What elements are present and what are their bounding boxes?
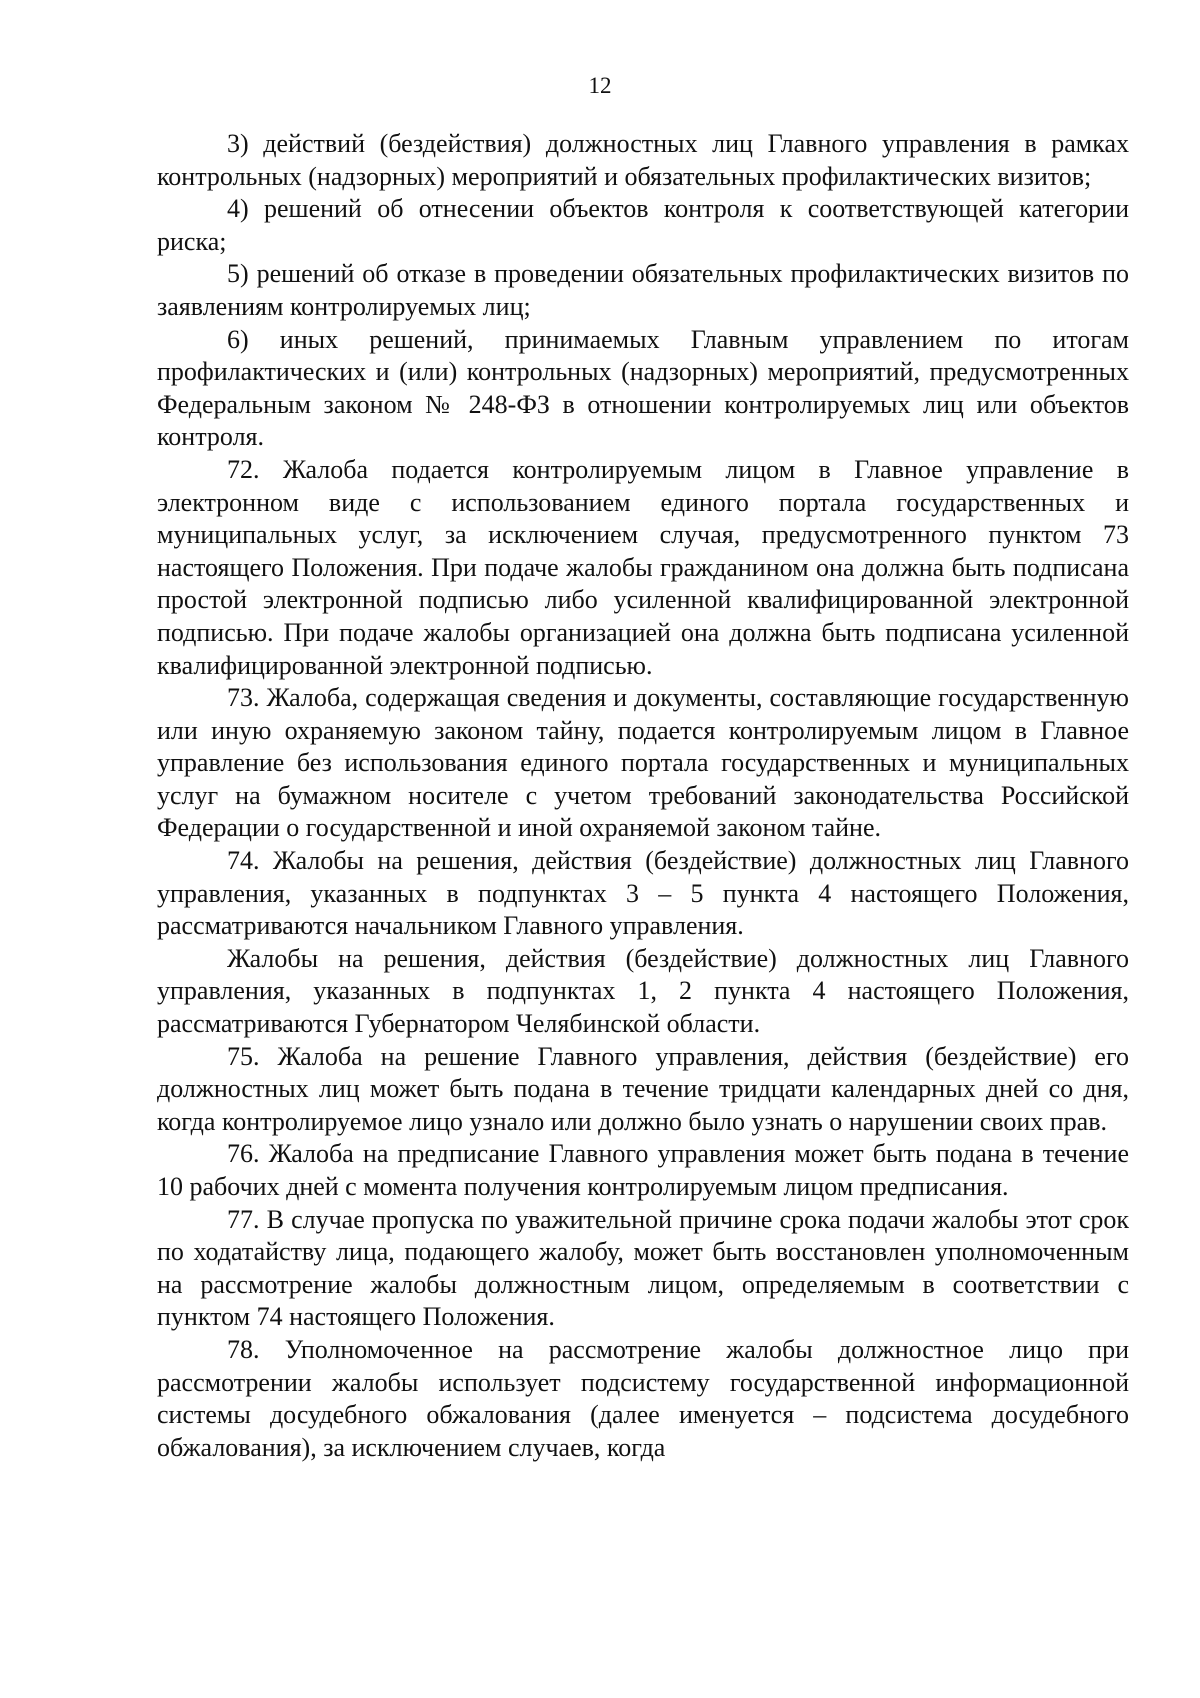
paragraph-subitem-5: 5) решений об отказе в проведении обязательных профилактических визитов по заявлениям контролируемых лиц; — [157, 259, 1129, 321]
page-number: 12 — [588, 73, 612, 98]
paragraph-74-continued: Жалобы на решения, действия (бездействие) должностных лиц Главного управления, указанных в подпунктах 1, 2 пункта 4 настоящего Положения, рассматриваются Губернатором Челябинской области. — [157, 943, 1129, 1039]
paragraph-76: 76. Жалоба на предписание Главного управления может быть подана в течение 10 рабочих дней с момента получения контролируемым лицом предписания. — [157, 1139, 1129, 1201]
paragraph-72: 72. Жалоба подается контролируемым лицом в Главное управление в электронном виде с использованием единого портала государственных и муниципальных услуг, за исключением случая, предусмотренного пунктом 73 настоящего Положения. При подаче жалобы гражданином она должна быть подписана простой электронной подписью либо усиленной квалифицированной электронной подписью. При подаче жалобы организацией она должна быть подписана усиленной квалифицированной электронной подписью. — [157, 454, 1129, 680]
paragraph-subitem-6: 6) иных решений, принимаемых Главным управлением по итогам профилактических и (или) контрольных (надзорных) мероприятий, предусмотренных Федеральным законом № 248-ФЗ в отношении контролируемых лиц или объектов контроля. — [157, 324, 1129, 452]
paragraph-77: 77. В случае пропуска по уважительной причине срока подачи жалобы этот срок по ходатайству лица, подающего жалобу, может быть восстановлен уполномоченным на рассмотрение жалобы должностным лицом, определяемым в соответствии с пунктом 74 настоящего Положения. — [157, 1204, 1129, 1332]
paragraph-73: 73. Жалоба, содержащая сведения и документы, составляющие государственную или иную охраняемую законом тайну, подается контролируемым лицом в Главное управление без использования единого портала государственных и муниципальных услуг на бумажном носителе с учетом требований законодательства Российской Федерации о государственной и иной охраняемой законом тайне. — [157, 683, 1129, 843]
document-body — [157, 128, 1129, 1464]
paragraph-78: 78. Уполномоченное на рассмотрение жалобы должностное лицо при рассмотрении жалобы использует подсистему государственной информационной системы досудебного обжалования (далее именуется – подсистема досудебного обжалования), за исключением случаев, когда — [157, 1334, 1129, 1462]
paragraph-75: 75. Жалоба на решение Главного управления, действия (бездействие) его должностных лиц может быть подана в течение тридцати календарных дней со дня, когда контролируемое лицо узнало или должно было узнать о нарушении своих прав. — [157, 1041, 1129, 1136]
paragraph-subitem-4: 4) решений об отнесении объектов контроля к соответствующей категории риска; — [157, 194, 1129, 256]
paragraph-74: 74. Жалобы на решения, действия (бездействие) должностных лиц Главного управления, указанных в подпунктах 3 – 5 пункта 4 настоящего Положения, рассматриваются начальником Главного управления. — [157, 846, 1129, 941]
paragraph-subitem-3: 3) действий (бездействия) должностных лиц Главного управления в рамках контрольных (надзорных) мероприятий и обязательных профилактических визитов; — [157, 129, 1129, 191]
